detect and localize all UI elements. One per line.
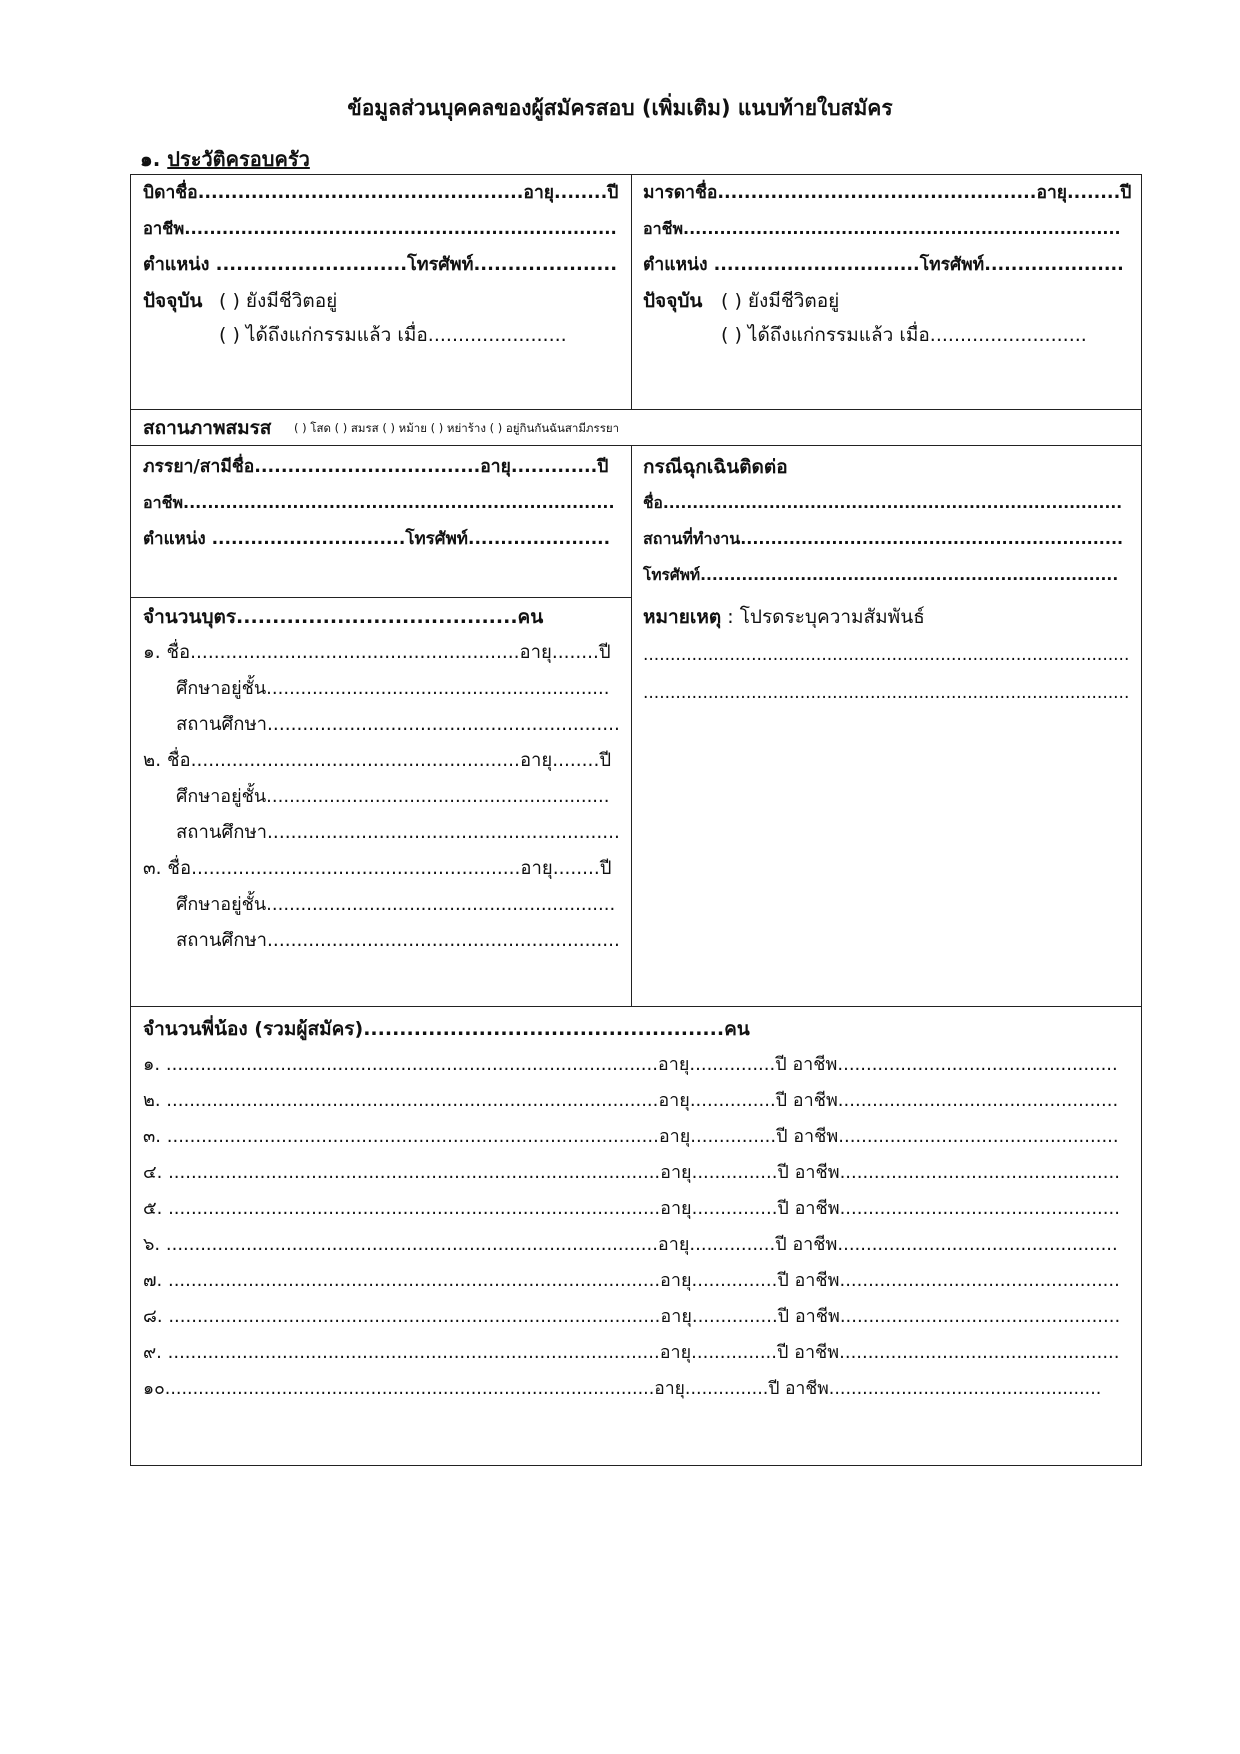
divider-siblings-top	[131, 1006, 1141, 1007]
emergency-workplace-field[interactable]: สถานที่ทำงาน...............................................................	[643, 529, 1124, 548]
sibling-row[interactable]: ๔. ......................................................................................อายุ...............ปี อาชีพ.................................................	[143, 1162, 1120, 1183]
spouse-occupation-field[interactable]: อาชีพ.......................................................................	[143, 493, 615, 512]
spouse-position-field[interactable]: ตำแหน่ง ..............................โทรศัพท์......................	[143, 529, 611, 549]
divider-parents	[631, 175, 632, 409]
father-position-field[interactable]: ตำแหน่ง ............................โทรศัพท์.....................	[143, 254, 618, 275]
mother-occupation-field[interactable]: อาชีพ........................................................................	[643, 219, 1121, 238]
mother-status-label: ปัจจุบัน	[643, 290, 703, 312]
children-count-field[interactable]: จำนวนบุตร.......................................คน	[143, 606, 544, 628]
family-history-form	[130, 174, 1142, 1466]
remark-line-2[interactable]: ..........................................................................................	[643, 683, 1130, 703]
sibling-row[interactable]: ๖. ......................................................................................อายุ...............ปี อาชีพ.................................................	[143, 1234, 1118, 1255]
sibling-row[interactable]: ๓. ......................................................................................อายุ...............ปี อาชีพ.................................................	[143, 1126, 1119, 1147]
father-occupation-field[interactable]: อาชีพ.....................................................................	[143, 219, 617, 238]
father-alive-checkbox[interactable]: ( ) ยังมีชีวิตอยู่	[219, 290, 338, 312]
child-2-school-field[interactable]: สถานศึกษา............................................................	[176, 822, 620, 843]
child-2-name-field[interactable]: ๒. ชื่อ........................................................อายุ........ปี	[143, 750, 612, 771]
divider-spouse-bottom	[131, 597, 631, 598]
father-deceased-checkbox[interactable]: ( ) ได้ถึงแก่กรรมแล้ว เมื่อ.......................	[219, 324, 567, 346]
child-1-grade-field[interactable]: ศึกษาอยู่ชั้น............................................................	[176, 678, 610, 699]
page-title: ข้อมูลส่วนบุคคลของผู้สมัครสอบ (เพิ่มเติม) แนบท้ายใบสมัคร	[347, 96, 893, 120]
child-2-grade-field[interactable]: ศึกษาอยู่ชั้น............................................................	[176, 786, 610, 807]
sibling-row[interactable]: ๒. ......................................................................................อายุ...............ปี อาชีพ.................................................	[143, 1090, 1119, 1111]
mother-name-field[interactable]: มารดาชื่อ................................................อายุ........ปี	[643, 183, 1132, 203]
sibling-row[interactable]: ๙. ......................................................................................อายุ...............ปี อาชีพ.................................................	[143, 1342, 1120, 1363]
child-3-name-field[interactable]: ๓. ชื่อ........................................................อายุ........ปี	[143, 858, 612, 879]
divider-middle	[631, 445, 632, 1006]
remark-text: : โปรดระบุความสัมพันธ์	[727, 606, 925, 628]
remark-row	[643, 605, 925, 629]
sibling-row[interactable]: ๗. ......................................................................................อายุ...............ปี อาชีพ.................................................	[143, 1270, 1120, 1291]
spouse-name-field[interactable]: ภรรยา/สามีชื่อ..................................อายุ.............ปี	[143, 457, 609, 477]
child-1-name-field[interactable]: ๑. ชื่อ........................................................อายุ........ปี	[143, 642, 611, 663]
father-name-field[interactable]: บิดาชื่อ.................................................อายุ........ปี	[143, 183, 619, 203]
marital-status-label: สถานภาพสมรส	[143, 417, 272, 439]
mother-alive-checkbox[interactable]: ( ) ยังมีชีวิตอยู่	[721, 290, 840, 312]
remark-label: หมายเหตุ	[643, 606, 722, 628]
sibling-row[interactable]: ๑. ......................................................................................อายุ...............ปี อาชีพ.................................................	[143, 1054, 1118, 1075]
emergency-phone-field[interactable]: โทรศัพท์.......................................................................	[643, 566, 1119, 584]
child-1-school-field[interactable]: สถานศึกษา............................................................	[176, 714, 620, 735]
father-status-label: ปัจจุบัน	[143, 290, 203, 312]
siblings-count-field[interactable]: จำนวนพี่น้อง (รวมผู้สมัคร)..................................................คน	[143, 1018, 750, 1040]
mother-position-field[interactable]: ตำแหน่ง ...............................โทรศัพท์.....................	[643, 255, 1124, 275]
divider-marital-bottom	[131, 445, 1141, 446]
divider-marital-top	[131, 409, 1141, 410]
emergency-name-field[interactable]: ชื่อ..............................................................................	[643, 494, 1123, 512]
sibling-row[interactable]: ๕. ......................................................................................อายุ...............ปี อาชีพ.................................................	[143, 1198, 1120, 1219]
remark-line-1[interactable]: ..........................................................................................	[643, 645, 1130, 665]
marital-status-options[interactable]: ( ) โสด ( ) สมรส ( ) หม้าย ( ) หย่าร้าง ( ) อยู่กินกันฉันสามีภรรยา	[294, 421, 620, 435]
sibling-row[interactable]: ๑๐........................................................................................อายุ...............ปี อาชีพ.................................................	[143, 1379, 1102, 1399]
section-heading	[140, 143, 310, 175]
mother-deceased-checkbox[interactable]: ( ) ได้ถึงแก่กรรมแล้ว เมื่อ..........................	[721, 324, 1087, 346]
section-label: ประวัติครอบครัว	[167, 147, 310, 171]
child-3-school-field[interactable]: สถานศึกษา............................................................	[176, 930, 620, 951]
sibling-row[interactable]: ๘. ......................................................................................อายุ...............ปี อาชีพ.................................................	[143, 1306, 1121, 1327]
section-number: ๑.	[140, 147, 161, 171]
child-3-grade-field[interactable]: ศึกษาอยู่ชั้น.............................................................	[176, 894, 616, 915]
emergency-contact-label: กรณีฉุกเฉินติดต่อ	[643, 456, 788, 478]
